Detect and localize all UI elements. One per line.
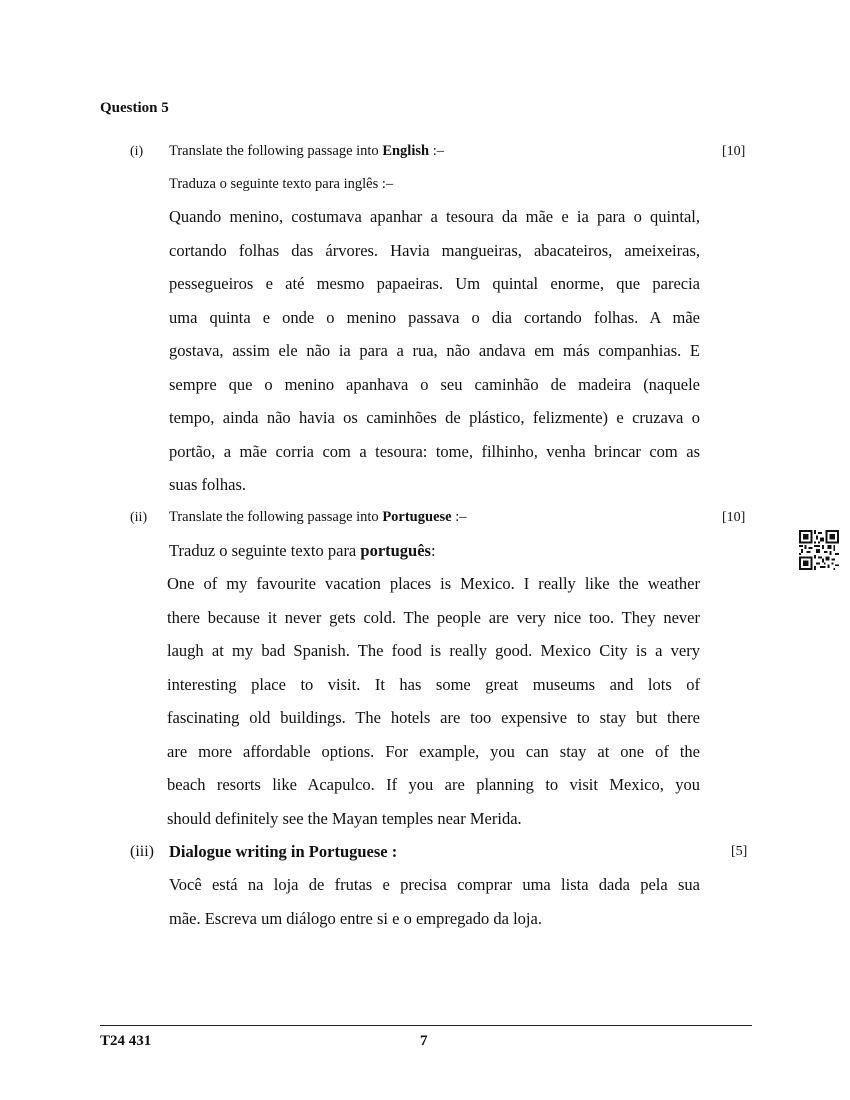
passage-line: Quando menino, costumava apanhar a tesoura da mãe e ia para o quintal, (169, 207, 700, 226)
part-number: (i) (130, 144, 144, 159)
instruction-suffix: :– (451, 509, 467, 525)
sub-instruction (169, 541, 436, 561)
passage (169, 200, 700, 502)
passage-line: Você está na loja de frutas e precisa comprar uma lista dada pela sua (169, 875, 700, 894)
passage-line: should definitely see the Mayan temples near Merida. (167, 808, 522, 828)
passage-line: tempo, ainda não havia os caminhões de plástico, felizmente) e cruzava o (169, 408, 700, 427)
qr-code-icon (799, 530, 839, 570)
instruction-text: Translate the following passage into (169, 509, 383, 525)
part-instruction (169, 509, 466, 526)
paper-code: T24 431 (100, 1033, 152, 1049)
passage-line: pessegueiros e até mesmo papaeiras. Um quintal enorme, que parecia (169, 274, 700, 293)
passage-line: interesting place to visit. It has some great museums and lots of (167, 674, 700, 694)
passage-line: fascinating old buildings. The hotels are too expensive to stay but there (167, 708, 700, 727)
sub-instruction-text: Traduz o seguinte texto para (169, 541, 361, 560)
sub-instruction-language: português (360, 541, 431, 560)
passage-line: uma quinta e onde o menino passava o dia cortando folhas. A mãe (169, 307, 700, 327)
passage-line: One of my favourite vacation places is Mexico. I really like the weather (167, 574, 700, 593)
footer-rule (100, 1025, 752, 1026)
part-number: (ii) (130, 510, 148, 525)
part-heading: Dialogue writing in Portuguese : (169, 842, 398, 861)
instruction-suffix: :– (429, 143, 444, 159)
passage-line: laugh at my bad Spanish. The food is really good. Mexico City is a very (167, 641, 700, 660)
passage-line: suas folhas. (169, 475, 246, 494)
question-title: Question 5 (100, 100, 169, 116)
passage-line: mãe. Escreva um diálogo entre si e o empregado da loja. (169, 908, 542, 928)
passage-line: cortando folhas das árvores. Havia mangueiras, abacateiros, ameixeiras, (169, 240, 700, 260)
sub-instruction (169, 176, 393, 193)
passage-line: are more affordable options. For example, you can stay at one of the (167, 741, 700, 761)
passage-line: portão, a mãe corria com a tesoura: tome, filhinho, venha brincar com as (169, 441, 700, 461)
instruction-language: English (382, 143, 430, 159)
sub-instruction-text: Traduza o seguinte texto para inglês :– (169, 176, 394, 192)
marks-label: [10] (722, 510, 746, 525)
passage (169, 868, 700, 935)
instruction-text: Translate the following passage into (169, 143, 383, 159)
sub-instruction-suffix: : (430, 541, 436, 560)
passage-line: sempre que o menino apanhava o seu caminhão de madeira (naquele (169, 374, 700, 394)
passage-line: gostava, assim ele não ia para a rua, não andava em más companhias. E (169, 341, 700, 360)
part-instruction (169, 143, 444, 160)
page-number: 7 (420, 1033, 428, 1049)
passage-line: beach resorts like Acapulco. If you are planning to visit Mexico, you (167, 775, 700, 794)
instruction-language: Portuguese (382, 509, 452, 525)
marks-label: [5] (731, 844, 748, 859)
marks-label: [10] (722, 144, 746, 159)
passage (167, 567, 700, 835)
passage-line: there because it never gets cold. The people are very nice too. They never (167, 607, 700, 627)
part-number: (iii) (130, 843, 154, 860)
